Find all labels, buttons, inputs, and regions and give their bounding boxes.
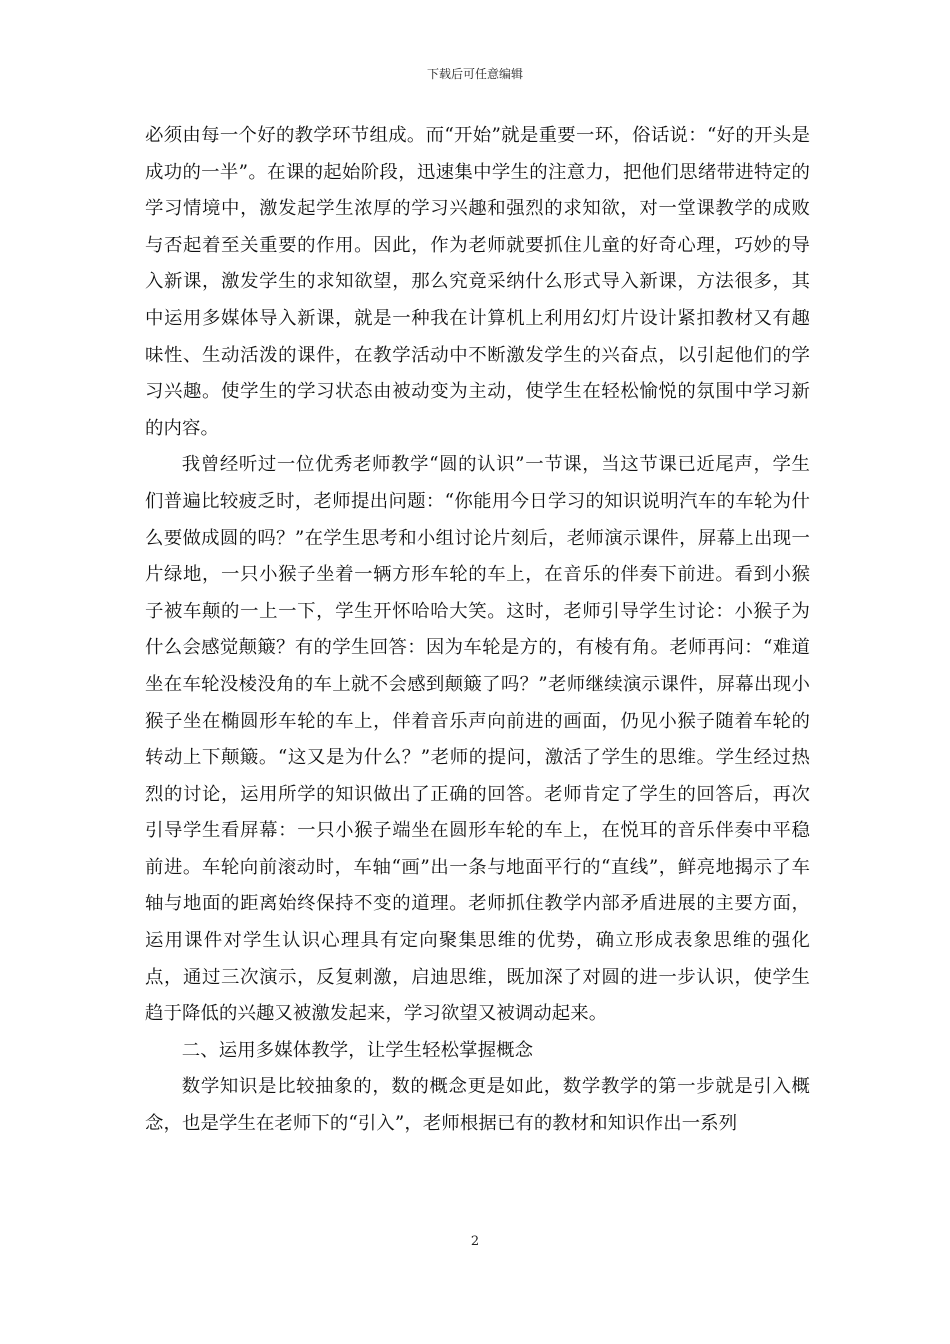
paragraph-intro-continued: 必须由每一个好的教学环节组成。而“开始”就是重要一环，俗话说：“好的开头是成功的一半”。在课的起始阶段，迅速集中学生的注意力，把他们思绪带进特定的学习情境中，激发起学生浓厚的学习兴趣和强烈的求知欲，对一堂课教学的成败与否起着至关重要的作用。因此，作为老师就要抓住儿童的好奇心理，巧妙的导入新课，激发学生的求知欲望，那么究竟采纳什么形式导入新课，方法很多，其中运用多媒体导入新课，就是一种我在计算机上利用幻灯片设计紧扣教材又有趣味性、生动活泼的课件，在教学活动中不断激发学生的兴奋点，以引起他们的学习兴趣。使学生的学习状态由被动变为主动，使学生在轻松愉悦的氛围中学习新的内容。 bbox=[145, 125, 810, 439]
paragraph-math-concepts: 数学知识是比较抽象的，数的概念更是如此，数学教学的第一步就是引入概念，也是学生在老师下的“引入”，老师根据已有的教材和知识作出一系列 bbox=[145, 1076, 810, 1135]
document-body bbox=[145, 118, 810, 1143]
section-heading-concepts: 二、运用多媒体教学，让学生轻松掌握概念 bbox=[181, 1039, 534, 1061]
page-number: 2 bbox=[470, 1234, 480, 1249]
paragraph-circle-lesson-example: 我曾经听过一位优秀老师教学“圆的认识”一节课，当这节课已近尾声，学生们普遍比较疲乏时，老师提出问题：“你能用今日学习的知识说明汽车的车轮为什么要做成圆的吗？”在学生思考和小组讨论片刻后，老师演示课件，屏幕上出现一片绿地，一只小猴子坐着一辆方形车轮的车上，在音乐的伴奏下前进。看到小猴子被车颠的一上一下，学生开怀哈哈大笑。这时，老师引导学生讨论：小猴子为什么会感觉颠簸？有的学生回答：因为车轮是方的，有棱有角。老师再问：“难道坐在车轮没棱没角的车上就不会感到颠簸了吗？”老师继续演示课件，屏幕出现小猴子坐在椭圆形车轮的车上，伴着音乐声向前进的画面，仍见小猴子随着车轮的转动上下颠簸。“这又是为什么？”老师的提问，激活了学生的思维。学生经过热烈的讨论，运用所学的知识做出了正确的回答。老师肯定了学生的回答后，再次引导学生看屏幕：一只小猴子端坐在圆形车轮的车上，在悦耳的音乐伴奏中平稳前进。车轮向前滚动时，车轴“画”出一条与地面平行的“直线”，鲜亮地揭示了车轴与地面的距离始终保持不变的道理。老师抓住教学内部矛盾进展的主要方面，运用课件对学生认识心理具有定向聚集思维的优势，确立形成表象思维的强化点，通过三次演示，反复刺激，启迪思维，既加深了对圆的进一步认识，使学生趋于降低的兴趣又被激发起来，学习欲望又被调动起来。 bbox=[145, 454, 810, 1025]
page-header-note: 下载后可任意编辑 bbox=[426, 67, 523, 81]
